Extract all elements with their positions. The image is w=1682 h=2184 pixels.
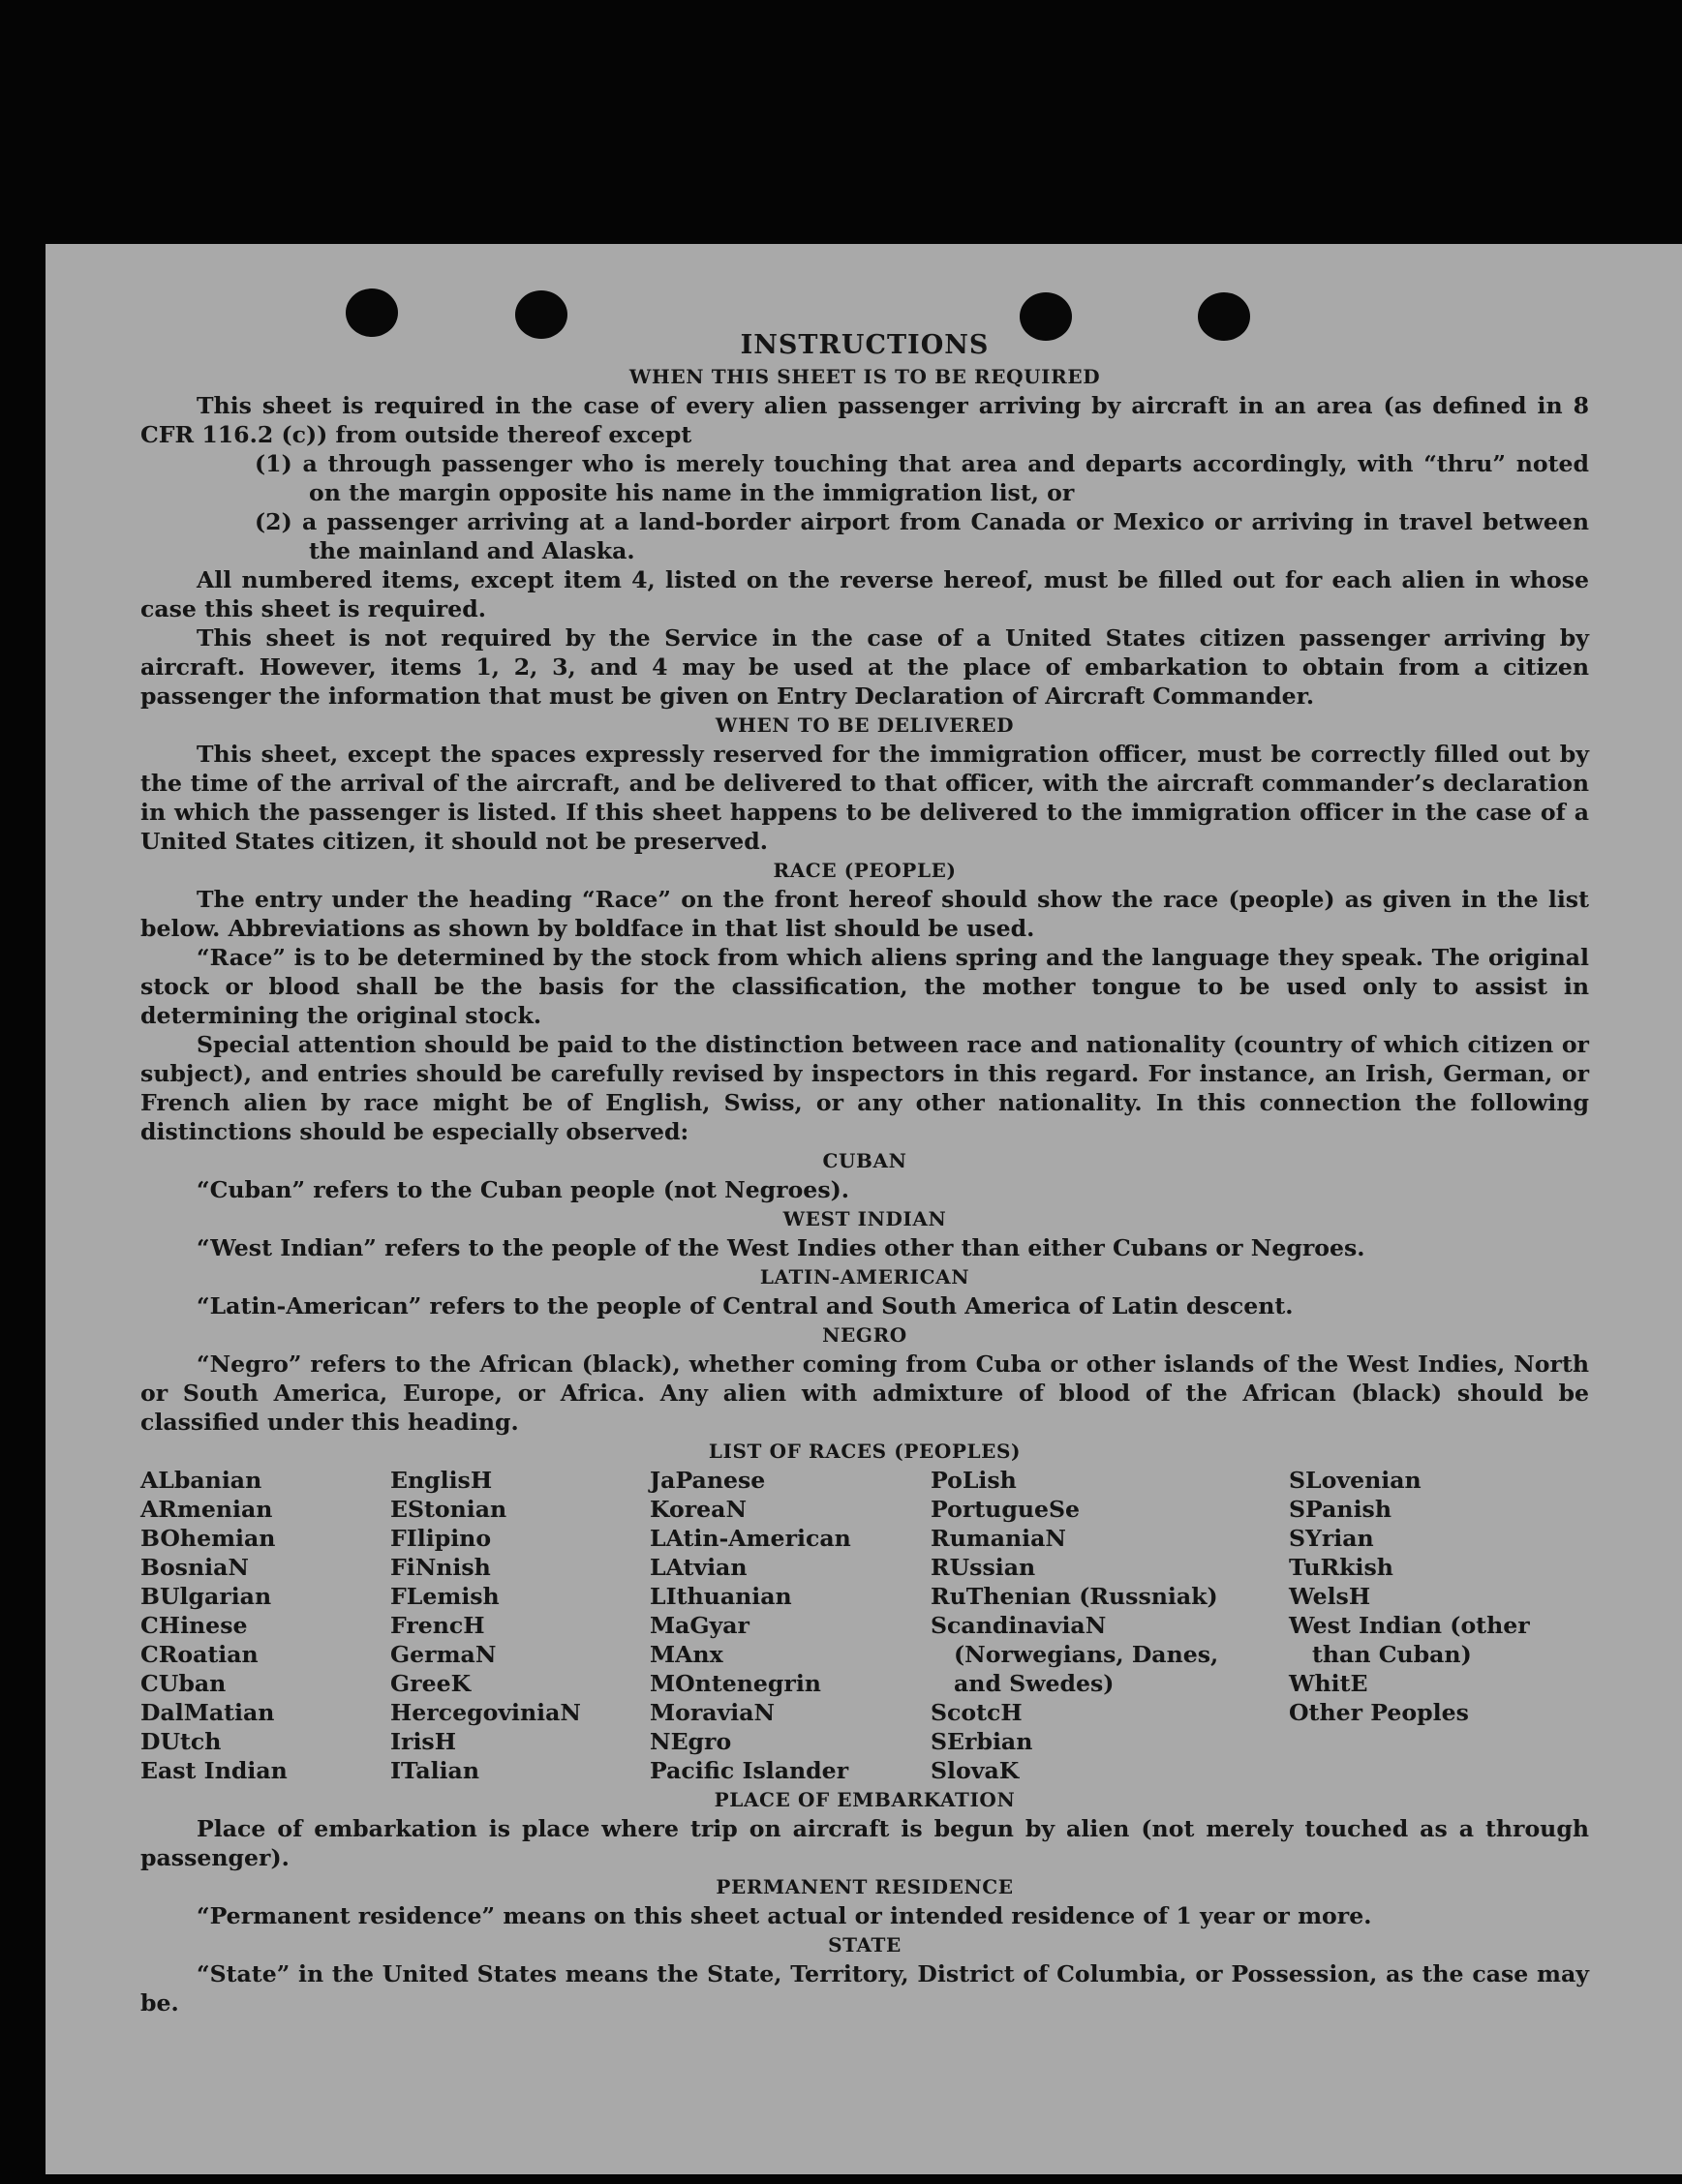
race-item: KoreaN [650, 1496, 748, 1523]
race-item: GreeK [390, 1670, 472, 1697]
section-heading: STATE [828, 1933, 902, 1956]
paragraph: “Permanent residence” means on this sheet actual or intended residence of 1 year or more. [197, 1902, 1372, 1929]
paragraph: “Race” is to be determined by the stock from which aliens spring and the language they speak. The original stock or blood shall be the basis for the classification, the mother tongue to be used only to assist in determining the original stock. [140, 944, 1589, 1029]
paragraph: This sheet is not required by the Service in the case of a United States citizen passenger arriving by aircraft. However, items 1, 2, 3, and 4 may be used at the place of embarkation to obtain from a citizen passenger the information that must be given on Entry Declaration of Aircraft Commander. [140, 624, 1589, 710]
race-item: LAtvian [650, 1554, 748, 1581]
race-item: ALbanian [140, 1467, 262, 1494]
race-item: DalMatian [140, 1699, 275, 1726]
race-item: NEgro [650, 1728, 732, 1755]
paragraph: The entry under the heading “Race” on the front hereof should show the race (people) as given in the list below. Abbreviations as shown by boldface in that list should be used. [140, 886, 1589, 942]
race-item: FIlipino [390, 1525, 492, 1552]
race-item: CUban [140, 1670, 227, 1697]
race-item: LAtin-American [650, 1525, 851, 1552]
race-item: EnglisH [390, 1467, 493, 1494]
race-item: SYrian [1289, 1525, 1374, 1552]
race-item: MAnx [650, 1641, 723, 1668]
race-item: ScotcH [931, 1699, 1023, 1726]
race-item: SErbian [931, 1728, 1033, 1755]
section-heading: PERMANENT RESIDENCE [716, 1875, 1014, 1898]
paragraph: “West Indian” refers to the people of the West Indies other than either Cubans or Negroes. [197, 1234, 1365, 1261]
race-item: PoLish [931, 1467, 1017, 1494]
race-item: MOntenegrin [650, 1670, 821, 1697]
paragraph: Special attention should be paid to the distinction between race and nationality (country of which citizen or subject), and entries should be carefully revised by inspectors in this regard. For instance, an Irish, German, or French alien by race might be of English, Swiss, or any other nationality. In this connection the following distinctions should be especially observed: [140, 1031, 1589, 1145]
race-item: FLemish [390, 1583, 500, 1610]
race-item: HercegoviniaN [390, 1699, 581, 1726]
race-item: EStonian [390, 1496, 507, 1523]
race-item: MaGyar [650, 1612, 749, 1639]
race-item: East Indian [140, 1757, 288, 1784]
race-item: CHinese [140, 1612, 248, 1639]
section-heading: PLACE OF EMBARKATION [714, 1788, 1016, 1811]
section-heading: CUBAN [822, 1149, 907, 1172]
instructions-content [140, 331, 1589, 2017]
race-column [931, 1466, 1289, 1785]
race-item: GermaN [390, 1641, 497, 1668]
list-item: (2) a passenger arriving at a land-border airport from Canada or Mexico or arriving in travel between the mainland and Alaska. [255, 508, 1589, 564]
race-column [390, 1466, 650, 1785]
race-item: Pacific Islander [650, 1757, 849, 1784]
race-item: RumaniaN [931, 1525, 1066, 1552]
race-item: BUlgarian [140, 1583, 272, 1610]
race-item: RUssian [931, 1554, 1036, 1581]
section-heading: LIST OF RACES (PEOPLES) [708, 1440, 1022, 1463]
list-item: (1) a through passenger who is merely touching that area and departs accordingly, with “thru” noted on the margin opposite his name in the immigration list, or [255, 450, 1589, 506]
paragraph: “Cuban” refers to the Cuban people (not Negroes). [197, 1176, 849, 1203]
race-column [140, 1466, 390, 1785]
race-item: DUtch [140, 1728, 222, 1755]
paragraph: “Latin-American” refers to the people of Central and South America of Latin descent. [197, 1292, 1294, 1320]
paragraph: This sheet is required in the case of every alien passenger arriving by aircraft in an area (as defined in 8 CFR 116.2 (c)) from outside thereof except [140, 392, 1589, 448]
section-heading: WEST INDIAN [782, 1207, 947, 1230]
race-item: SLovenian [1289, 1467, 1422, 1494]
race-item: SlovaK [931, 1757, 1020, 1784]
section-heading: NEGRO [822, 1323, 907, 1347]
race-item: LIthuanian [650, 1583, 792, 1610]
section-heading: LATIN-AMERICAN [759, 1265, 970, 1289]
race-item: Other Peoples [1289, 1699, 1469, 1726]
paragraph: Place of embarkation is place where trip on aircraft is begun by alien (not merely touched as a through passenger). [140, 1815, 1589, 1871]
race-item: TuRkish [1289, 1554, 1393, 1581]
section-heading: WHEN THIS SHEET IS TO BE REQUIRED [628, 365, 1101, 388]
race-item: ScandinaviaN (Norwegians, Danes, and Swedes) [931, 1612, 1219, 1697]
race-item: BOhemian [140, 1525, 276, 1552]
punch-hole [346, 288, 398, 337]
page-title: INSTRUCTIONS [740, 330, 990, 360]
paragraph: “State” in the United States means the State, Territory, District of Columbia, or Possession, as the case may be. [140, 1960, 1589, 2017]
paragraph: This sheet, except the spaces expressly reserved for the immigration officer, must be correctly filled out by the time of the arrival of the aircraft, and be delivered to that officer, with the aircraft commander’s declaration in which the passenger is listed. If this sheet happens to be delivered to the immigration officer in the case of a United States citizen, it should not be preserved. [140, 741, 1589, 855]
section-heading: WHEN TO BE DELIVERED [715, 713, 1015, 737]
document-sheet [46, 244, 1682, 2174]
race-item: BosniaN [140, 1554, 249, 1581]
race-list [140, 1466, 1589, 1785]
race-item: ITalian [390, 1757, 479, 1784]
race-column [1289, 1466, 1589, 1785]
paragraph: All numbered items, except item 4, listed on the reverse hereof, must be filled out for each alien in whose case this sheet is required. [140, 566, 1589, 622]
race-item: ARmenian [140, 1496, 273, 1523]
race-item: SPanish [1289, 1496, 1391, 1523]
race-column [650, 1466, 931, 1785]
race-item: WelsH [1289, 1583, 1371, 1610]
race-item: FrencH [390, 1612, 485, 1639]
section-heading: RACE (PEOPLE) [773, 859, 957, 882]
paragraph: “Negro” refers to the African (black), whether coming from Cuba or other islands of the West Indies, North or South America, Europe, or Africa. Any alien with admixture of blood of the African (black) should be classified under this heading. [140, 1350, 1589, 1436]
race-item: WhitE [1289, 1670, 1368, 1697]
race-item: FiNnish [390, 1554, 491, 1581]
race-item: IrisH [390, 1728, 457, 1755]
race-item: West Indian (other than Cuban) [1289, 1612, 1530, 1668]
race-item: JaPanese [650, 1467, 766, 1494]
race-item: MoraviaN [650, 1699, 776, 1726]
race-item: PortugueSe [931, 1496, 1081, 1523]
race-item: CRoatian [140, 1641, 259, 1668]
race-item: RuThenian (Russniak) [931, 1583, 1218, 1610]
